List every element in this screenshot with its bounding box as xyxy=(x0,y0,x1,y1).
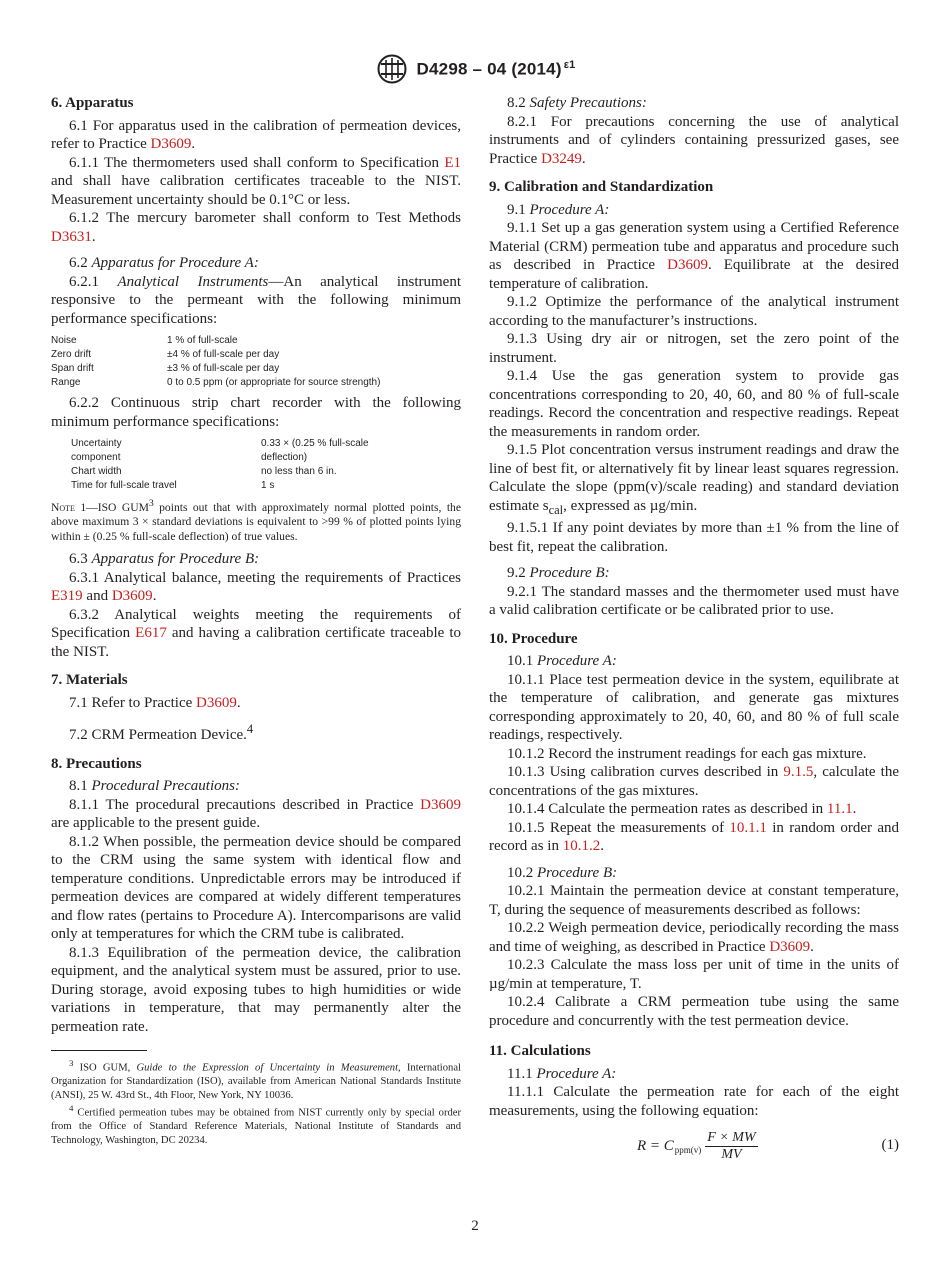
para-6-1-1: 6.1.1 The thermometers used shall conform to Specification E1 and shall have calibration certificates traceable to the NIST. Measurement uncertainty should be 0.1°C or less. xyxy=(51,154,461,208)
para-6-2-2: 6.2.2 Continuous strip chart recorder with the following minimum performance specifications: xyxy=(51,395,461,430)
document-designation: D4298 – 04 (2014) $^{\varepsilon 1}$ xyxy=(416,58,576,79)
astm-logo-icon xyxy=(375,54,409,84)
link-e617[interactable]: E617 xyxy=(135,625,167,642)
para-6-1-2: 6.1.2 The mercury barometer shall conform to Test Methods D3631. xyxy=(51,210,461,245)
section-11-title: 11. Calculations xyxy=(489,1043,591,1059)
para-7-2: 7.2 CRM Permeation Device.$^4$ xyxy=(69,722,254,744)
para-8-1-2: 8.1.2 When possible, the permeation device should be compared to the CRM using the same system with identical flow and temperature conditions. Unpredictable errors may be introduced if permeation devices are compared at widely different temperatures and flow rates (pertains to Procedure A). Intercomparisons are valid only at temperatures for which the CRM tube is calibrated. xyxy=(51,833,461,943)
left-column xyxy=(51,94,461,1147)
table-row: Noise 1 % of full-scale xyxy=(51,335,238,346)
para-6-1: 6.1 For apparatus used in the calibration of permeation devices, refer to Practice D3609. xyxy=(51,117,461,152)
table-row: Range 0 to 0.5 ppm (or appropriate for source strength) xyxy=(51,377,381,388)
para-9-2-1: 9.2.1 The standard masses and the thermometer used must have a valid calibration certificate or be calibrated prior to use. xyxy=(489,583,899,618)
para-8-1: 8.1 Procedural Precautions: xyxy=(69,778,240,795)
link-11-1[interactable]: 11.1 xyxy=(826,801,853,817)
para-10-2: 10.2 Procedure B: xyxy=(507,864,618,881)
table-row: Chart width no less than 6 in. xyxy=(71,466,337,477)
para-9-1-3: 9.1.3 Using dry air or nitrogen, set the zero point of the instrument. xyxy=(489,331,899,366)
para-9-1-5-1: 9.1.5.1 If any point deviates by more than ±1 % from the line of best fit, repeat the calibration. xyxy=(489,520,899,555)
table-row: Time for full-scale travel 1 s xyxy=(71,480,275,491)
link-d3609[interactable]: D3609 xyxy=(111,588,153,605)
para-10-1-4: 10.1.4 Calculate the permeation rates as described in 11.1. xyxy=(507,801,857,817)
para-9-1-2: 9.1.2 Optimize the performance of the analytical instrument according to the manufacturer’s instructions. xyxy=(489,294,899,329)
para-8-2-1: 8.2.1 For precautions concerning the use of analytical instruments and of cylinders containing pressurized gases, see Practice D3249. xyxy=(489,113,899,167)
section-8-title: 8. Precautions xyxy=(51,755,142,772)
right-column xyxy=(489,94,899,1164)
link-e319[interactable]: E319 xyxy=(51,588,83,605)
para-9-1-1: 9.1.1 Set up a gas generation system using a Certified Reference Material (CRM) permeation tube and apparatus and procedure such as described in Practice D3609. Equilibrate at the desired temperature of calibration. xyxy=(489,220,899,292)
para-6-3-2: 6.3.2 Analytical weights meeting the requirements of Specification E617 and having a calibration certificate traceable to the NIST. xyxy=(51,606,462,660)
table-row: Zero drift ±4 % of full-scale per day xyxy=(51,349,280,360)
page-number: 2 xyxy=(471,1218,479,1234)
link-10-1-1[interactable]: 10.1.1 xyxy=(729,819,767,836)
link-d3631[interactable]: D3631 xyxy=(51,228,92,245)
link-d3609[interactable]: D3609 xyxy=(667,257,708,273)
para-10-1-3: 10.1.3 Using calibration curves described in 9.1.5, calculate the concentrations of the gas mixtures. xyxy=(489,764,900,799)
table-row: Uncertainty 0.33 × (0.25 % full-scale xyxy=(71,438,369,449)
para-8-1-1: 8.1.1 The procedural precautions described in Practice D3609 are applicable to the present guide. xyxy=(51,796,461,832)
footnote-4: $^4$ Certified permeation tubes may be obtained from NIST currently only by special order from the Office of Standard Reference Materials, National Institute of Standards and Technology, Washington, DC 20234. xyxy=(51,1103,461,1146)
para-7-1: 7.1 Refer to Practice D3609. xyxy=(69,694,241,711)
para-10-1-5: 10.1.5 Repeat the measurements of 10.1.1 in random order and record as in 10.1.2. xyxy=(489,819,899,854)
equation-number: (1) xyxy=(881,1137,899,1153)
para-9-2: 9.2 Procedure B: xyxy=(507,565,610,581)
section-10-title: 10. Procedure xyxy=(489,630,578,647)
recorder-spec-table xyxy=(71,437,369,493)
para-10-1-1: 10.1.1 Place test permeation device in the system, equilibrate at the temperature of calibration, and generate gas mixtures corresponding approximately to 20, 40, 60, and 80 % of full scale readings, respectively. xyxy=(489,671,899,743)
para-10-2-3: 10.2.3 Calculate the mass loss per unit of time in the units of µg/min at temperature, T. xyxy=(489,957,899,992)
para-10-2-4: 10.2.4 Calibrate a CRM permeation tube using the same procedure and concurrently with the test permeation device. xyxy=(489,994,899,1029)
para-10-2-2: 10.2.2 Weigh permeation device, periodically recording the mass and time of weighing, as described in Practice D3609. xyxy=(489,920,899,955)
para-6-3: 6.3 Apparatus for Procedure B: xyxy=(69,551,260,568)
link-9-1-5[interactable]: 9.1.5 xyxy=(783,764,814,780)
para-9-1: 9.1 Procedure A: xyxy=(507,201,610,218)
para-10-2-1: 10.2.1 Maintain the permeation device at constant temperature, T, during the sequence of measurements described as follows: xyxy=(489,883,899,918)
link-d3609[interactable]: D3609 xyxy=(769,938,811,955)
para-9-1-4: 9.1.4 Use the gas generation system to provide gas concentrations corresponding to 20, 40, 60, and 80 % of full-scale readings. Record the concentration and respective readings. Repeat the measurements in random order. xyxy=(489,368,899,440)
para-9-1-5: 9.1.5 Plot concentration versus instrument readings and draw the line of best fit, or alternatively fit by linear least squares regression. Calculate the slope (ppm(v)/scale reading) and standard deviation estimate $s_{cal}$, expressed as µg/min. xyxy=(489,442,899,517)
link-d3609[interactable]: D3609 xyxy=(150,136,192,152)
footnote-3: $^3$ ISO GUM, Guide to the Expression of Uncertainty in Measurement, International Organization for Standardization (ISO), available from American National Standards Institute (ANSI), 25 W. 43rd St., 4th Floor, New York, NY 10036. xyxy=(51,1058,461,1101)
equation-1: R = C ppm(v) $\frac{F \times MW}{MV}$ (1) xyxy=(637,1129,899,1162)
para-10-1: 10.1 Procedure A: xyxy=(507,653,617,669)
link-d3609[interactable]: D3609 xyxy=(420,796,461,813)
table-row: Span drift ±3 % of full-scale per day xyxy=(51,363,280,374)
link-10-1-2[interactable]: 10.1.2 xyxy=(562,838,601,854)
link-e1[interactable]: E1 xyxy=(444,154,461,171)
page-header xyxy=(0,52,950,86)
para-8-2: 8.2 Safety Precautions: xyxy=(507,95,647,111)
para-8-1-3: 8.1.3 Equilibration of the permeation device, the calibration equipment, and the analytical system must be assured, prior to use. During storage, avoid exposing tubes to high humidities or wide variations in temperature, that may permanently alter the permeation rate. xyxy=(51,944,461,1035)
section-6-title: 6. Apparatus xyxy=(51,95,134,111)
para-11-1: 11.1 Procedure A: xyxy=(507,1065,617,1082)
section-7-title: 7. Materials xyxy=(51,672,128,689)
footnote-divider xyxy=(51,1050,147,1051)
para-11-1-1: 11.1.1 Calculate the permeation rate for each of the eight measurements, using the following equation: xyxy=(489,1084,899,1119)
para-6-3-1: 6.3.1 Analytical balance, meeting the requirements of Practices E319 and D3609. xyxy=(51,569,461,605)
para-6-2-1: 6.2.1 Analytical Instruments—An analytical instrument responsive to the permeant with the following minimum performance specifications: xyxy=(51,273,462,327)
section-9-title: 9. Calibration and Standardization xyxy=(489,179,714,195)
note-1: Note 1—ISO GUM$^3$ points out that with approximately normal plotted points, the above maximum 3 × standard deviations is equivalent to >99 % of plotted points lying within ± (0.25 % full-scale deflection) of true values. xyxy=(51,498,461,543)
para-6-2: 6.2 Apparatus for Procedure A: xyxy=(69,255,259,271)
para-10-1-2: 10.1.2 Record the instrument readings for each gas mixture. xyxy=(507,745,867,762)
instrument-spec-table xyxy=(51,334,380,390)
link-d3249[interactable]: D3249 xyxy=(541,150,582,167)
link-d3609[interactable]: D3609 xyxy=(196,694,237,711)
table-row: component deflection) xyxy=(71,452,308,463)
